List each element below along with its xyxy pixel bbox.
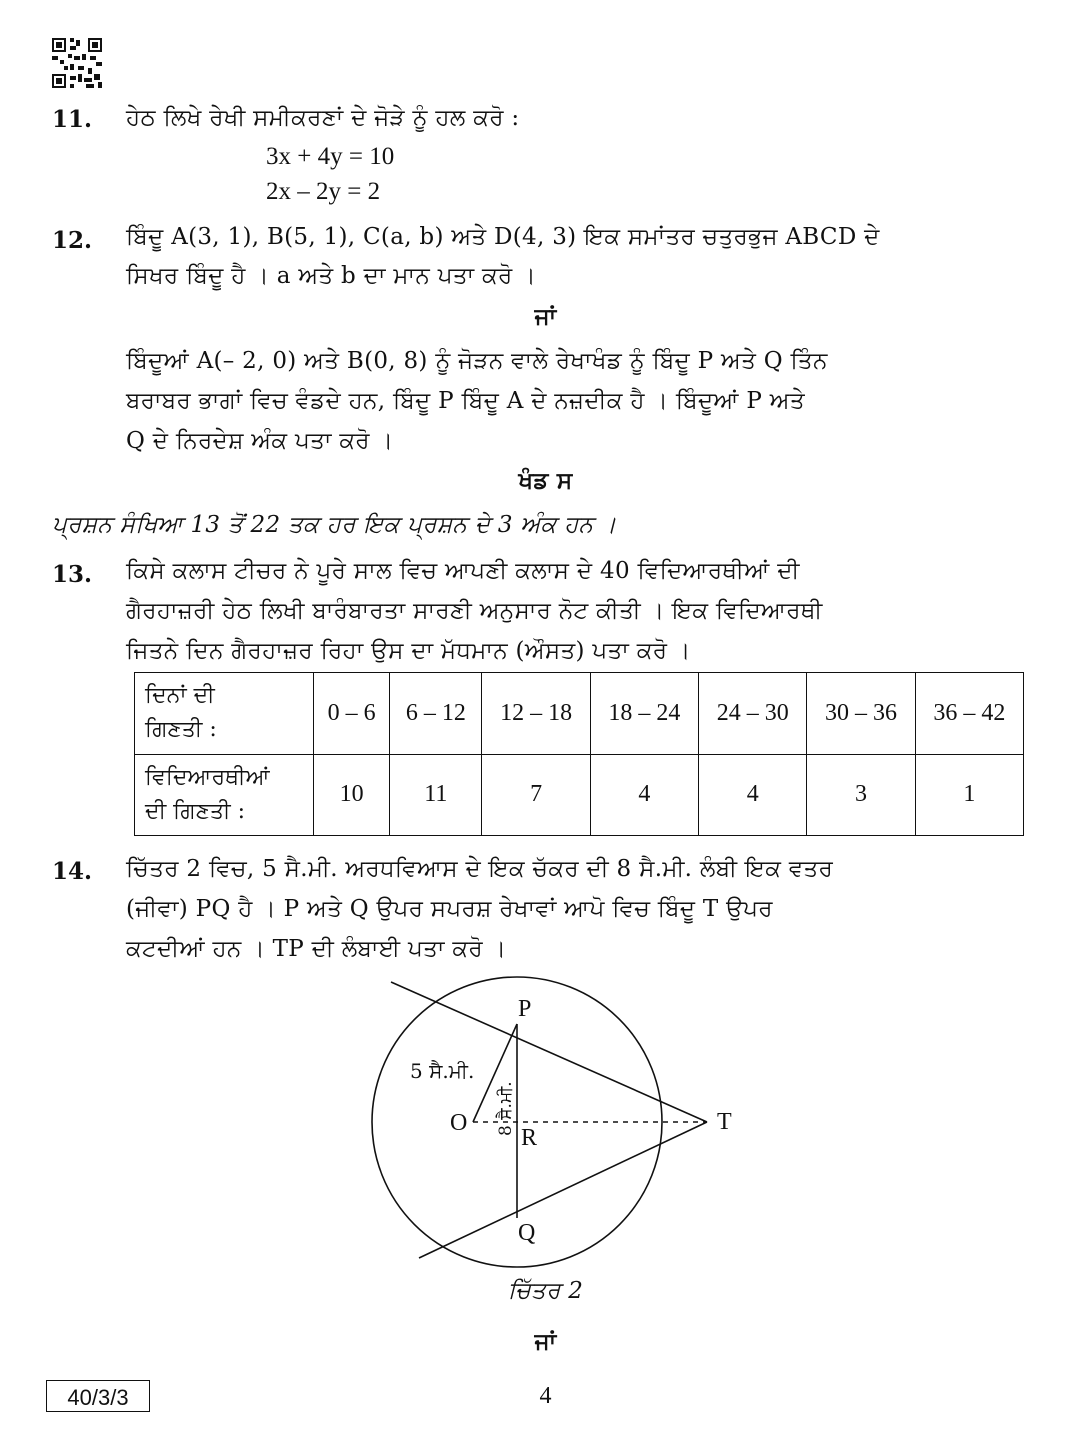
equation-1: 3x + 4y = 10 [266,143,395,170]
section-note: ਪ੍ਰਸ਼ਨ ਸੰਖਿਆ 13 ਤੋਂ 22 ਤਕ ਹਰ ਇਕ ਪ੍ਰਸ਼ਨ ਦੇ 3 ਅੰਕ ਹਨ । [52,512,617,538]
table-cell: 36 – 42 [915,673,1023,755]
question-12-line-1: ਬਿੰਦੂ A(3, 1), B(5, 1), C(a, b) ਅਤੇ D(4, 3) ਇਕ ਸਮਾਂਤਰ ਚਤੁਰਭੁਜ ABCD ਦੇ [126,224,880,250]
question-12-alt-line-2: ਬਰਾਬਰ ਭਾਗਾਂ ਵਿਚ ਵੰਡਦੇ ਹਨ, ਬਿੰਦੂ P ਬਿੰਦੂ A ਦੇ ਨਜ਼ਦੀਕ ਹੈ । ਬਿੰਦੂਆਂ P ਅਤੇ [126,388,805,414]
table-cell: 7 [482,754,590,836]
table-cell: 0 – 6 [314,673,390,755]
row-label-students-a: ਵਿਦਿਆਰਥੀਆਂ [145,764,270,790]
table-cell: 4 [699,754,807,836]
label-q: Q [518,1220,536,1246]
question-14-line-2: (ਜੀਵਾ) PQ ਹੈ । P ਅਤੇ Q ਉਪਰ ਸਪਰਸ਼ ਰੇਖਾਵਾਂ ਆਪੋ ਵਿਚ ਬਿੰਦੂ T ਉਪਰ [126,896,773,922]
question-11-text: ਹੇਠ ਲਿਖੇ ਰੇਖੀ ਸਮੀਕਰਣਾਂ ਦੇ ਜੋੜੇ ਨੂੰ ਹਲ ਕਰੋ : [126,105,520,131]
or-divider: ਜਾਂ [534,303,557,330]
radius-label: 5 ਸੈ.ਮੀ. [410,1059,475,1083]
or-divider: ਜਾਂ [534,1328,557,1355]
table-cell: 1 [915,754,1023,836]
page-number: 4 [539,1383,552,1409]
table-cell: 10 [314,754,390,836]
table-cell: 24 – 30 [699,673,807,755]
table-cell: 30 – 36 [807,673,915,755]
chord-label: 8 ਸੈ.ਮੀ. [496,1081,516,1136]
row-label-days-a: ਦਿਨਾਂ ਦੀ [145,683,215,709]
figure-caption: ਚਿੱਤਰ 2 [507,1278,584,1304]
label-p: P [518,996,532,1022]
question-12-alt-line-3: Q ਦੇ ਨਿਰਦੇਸ਼ ਅੰਕ ਪਤਾ ਕਰੋ । [126,428,394,454]
question-13-line-3: ਜਿਤਨੇ ਦਿਨ ਗੈਰਹਾਜ਼ਰ ਰਿਹਾ ਉਸ ਦਾ ਮੱਧਮਾਨ (ਔਸਤ) ਪਤਾ ਕਰੋ । [126,638,691,664]
table-cell: 4 [590,754,698,836]
table-cell: 18 – 24 [590,673,698,755]
row-label-students-b: ਦੀ ਗਿਣਤੀ : [145,798,246,824]
question-number: 14. [52,858,93,885]
table-cell: 12 – 18 [482,673,590,755]
question-12-alt-line-1: ਬਿੰਦੂਆਂ A(– 2, 0) ਅਤੇ B(0, 8) ਨੂੰ ਜੋੜਨ ਵਾਲੇ ਰੇਖਾਖੰਡ ਨੂੰ ਬਿੰਦੂ P ਅਤੇ Q ਤਿੰਨ [126,348,828,374]
label-r: R [521,1125,538,1151]
label-t: T [717,1109,732,1135]
section-title: ਖੰਡ ਸ [518,467,573,494]
equation-2: 2x – 2y = 2 [266,178,381,205]
question-12-line-2: ਸਿਖਰ ਬਿੰਦੂ ਹੈ । a ਅਤੇ b ਦਾ ਮਾਨ ਪਤਾ ਕਰੋ । [126,263,537,289]
question-13-line-2: ਗੈਰਹਾਜ਼ਰੀ ਹੇਠ ਲਿਖੀ ਬਾਰੰਬਾਰਤਾ ਸਾਰਣੀ ਅਨੁਸਾਰ ਨੋਟ ਕੀਤੀ । ਇਕ ਵਿਦਿਆਰਥੀ [126,598,823,624]
tangent-line-p [391,982,707,1122]
question-number: 11. [52,106,93,133]
row-label-days-b: ਗਿਣਤੀ : [145,717,217,743]
paper-code: 40/3/3 [46,1380,150,1412]
table-cell: 11 [390,754,482,836]
label-o: O [450,1110,468,1136]
question-14-line-3: ਕਟਦੀਆਂ ਹਨ । TP ਦੀ ਲੰਬਾਈ ਪਤਾ ਕਰੋ । [126,936,507,962]
tangent-line-q [419,1122,707,1258]
question-number: 12. [52,227,93,254]
table-cell: 3 [807,754,915,836]
question-13-line-1: ਕਿਸੇ ਕਲਾਸ ਟੀਚਰ ਨੇ ਪੂਰੇ ਸਾਲ ਵਿਚ ਆਪਣੀ ਕਲਾਸ ਦੇ 40 ਵਿਦਿਆਰਥੀਆਂ ਦੀ [126,558,800,584]
question-number: 13. [52,561,93,588]
question-14-line-1: ਚਿੱਤਰ 2 ਵਿਚ, 5 ਸੈ.ਮੀ. ਅਰਧਵਿਆਸ ਦੇ ਇਕ ਚੱਕਰ ਦੀ 8 ਸੈ.ਮੀ. ਲੰਬੀ ਇਕ ਵਤਰ [126,856,834,882]
table-cell: 6 – 12 [390,673,482,755]
